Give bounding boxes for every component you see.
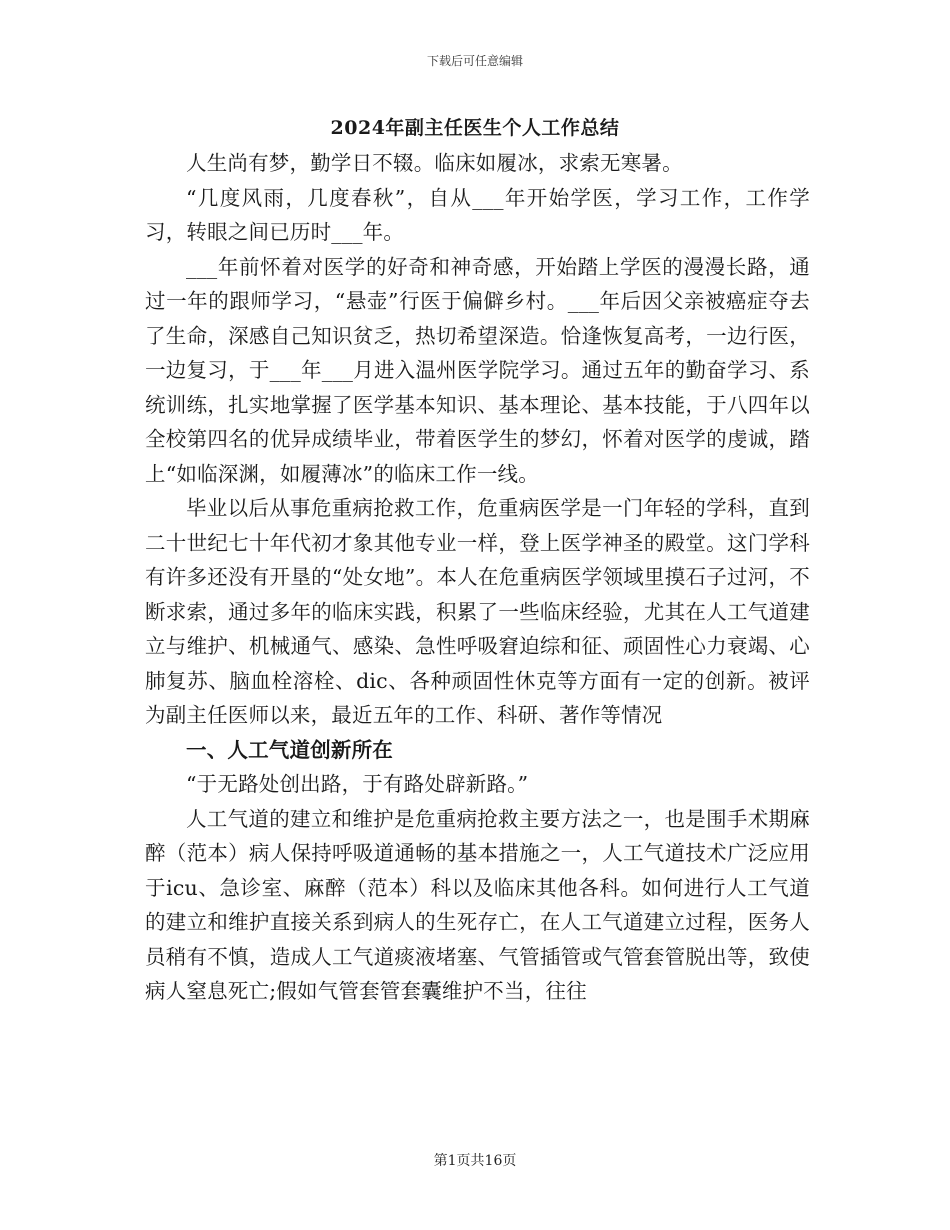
page-footer: 第1页共16页 <box>433 1153 517 1169</box>
paragraph: ___年前怀着对医学的好奇和神奇感，开始踏上学医的漫漫长路，通过一年的跟师学习，“悬壶”行医于偏僻乡村。___年后因父亲被癌症夺去了生命，深感自己知识贫乏，热切希望深造。恰逢恢复高考，一边行医，一边复习，于___年___月进入温州医学院学习。通过五年的勤奋学习、系统训练，扎实地掌握了医学基本知识、基本理论、基本技能，于八四年以全校第四名的优异成绩毕业，带着医学生的梦幻，怀着对医学的虔诚，踏上“如临深渊，如履薄冰”的临床工作一线。 <box>145 254 810 486</box>
paragraph: 人工气道的建立和维护是危重病抢救主要方法之一，也是围手术期麻醉（范本）病人保持呼吸道通畅的基本措施之一，人工气道技术广泛应用于icu、急诊室、麻醉（范本）科以及临床其他各科。如何进行人工气道的建立和维护直接关系到病人的生死存亡，在人工气道建立过程，医务人员稍有不慎，造成人工气道痰液堵塞、气管插管或气管套管脱出等，致使病人窒息死亡;假如气管套管套囊维护不当，往往 <box>145 806 810 1003</box>
paragraph: “于无路处创出路，于有路处辟新路。” <box>186 772 529 796</box>
paragraph: “几度风雨，几度春秋”，自从___年开始学医，学习工作，工作学习，转眼之间已历时___年。 <box>145 185 810 244</box>
paragraph: 人生尚有梦，勤学日不辍。临床如履冰，求索无寒暑。 <box>186 151 683 175</box>
document-title: 2024年副主任医生个人工作总结 <box>330 117 620 139</box>
document-body <box>145 146 810 1009</box>
section-heading: 一、人工气道创新所在 <box>186 737 393 762</box>
header-note: 下载后可任意编辑 <box>426 54 523 68</box>
paragraph: 毕业以后从事危重病抢救工作，危重病医学是一门年轻的学科，直到二十世纪七十年代初才象其他专业一样，登上医学神圣的殿堂。这门学科有许多还没有开垦的“处女地”。本人在危重病医学领域里摸石子过河，不断求索，通过多年的临床实践，积累了一些临床经验，尤其在人工气道建立与维护、机械通气、感染、急性呼吸窘迫综和征、顽固性心力衰竭、心肺复苏、脑血栓溶栓、dic、各种顽固性休克等方面有一定的创新。被评为副主任医师以来，最近五年的工作、科研、著作等情况 <box>145 496 810 727</box>
